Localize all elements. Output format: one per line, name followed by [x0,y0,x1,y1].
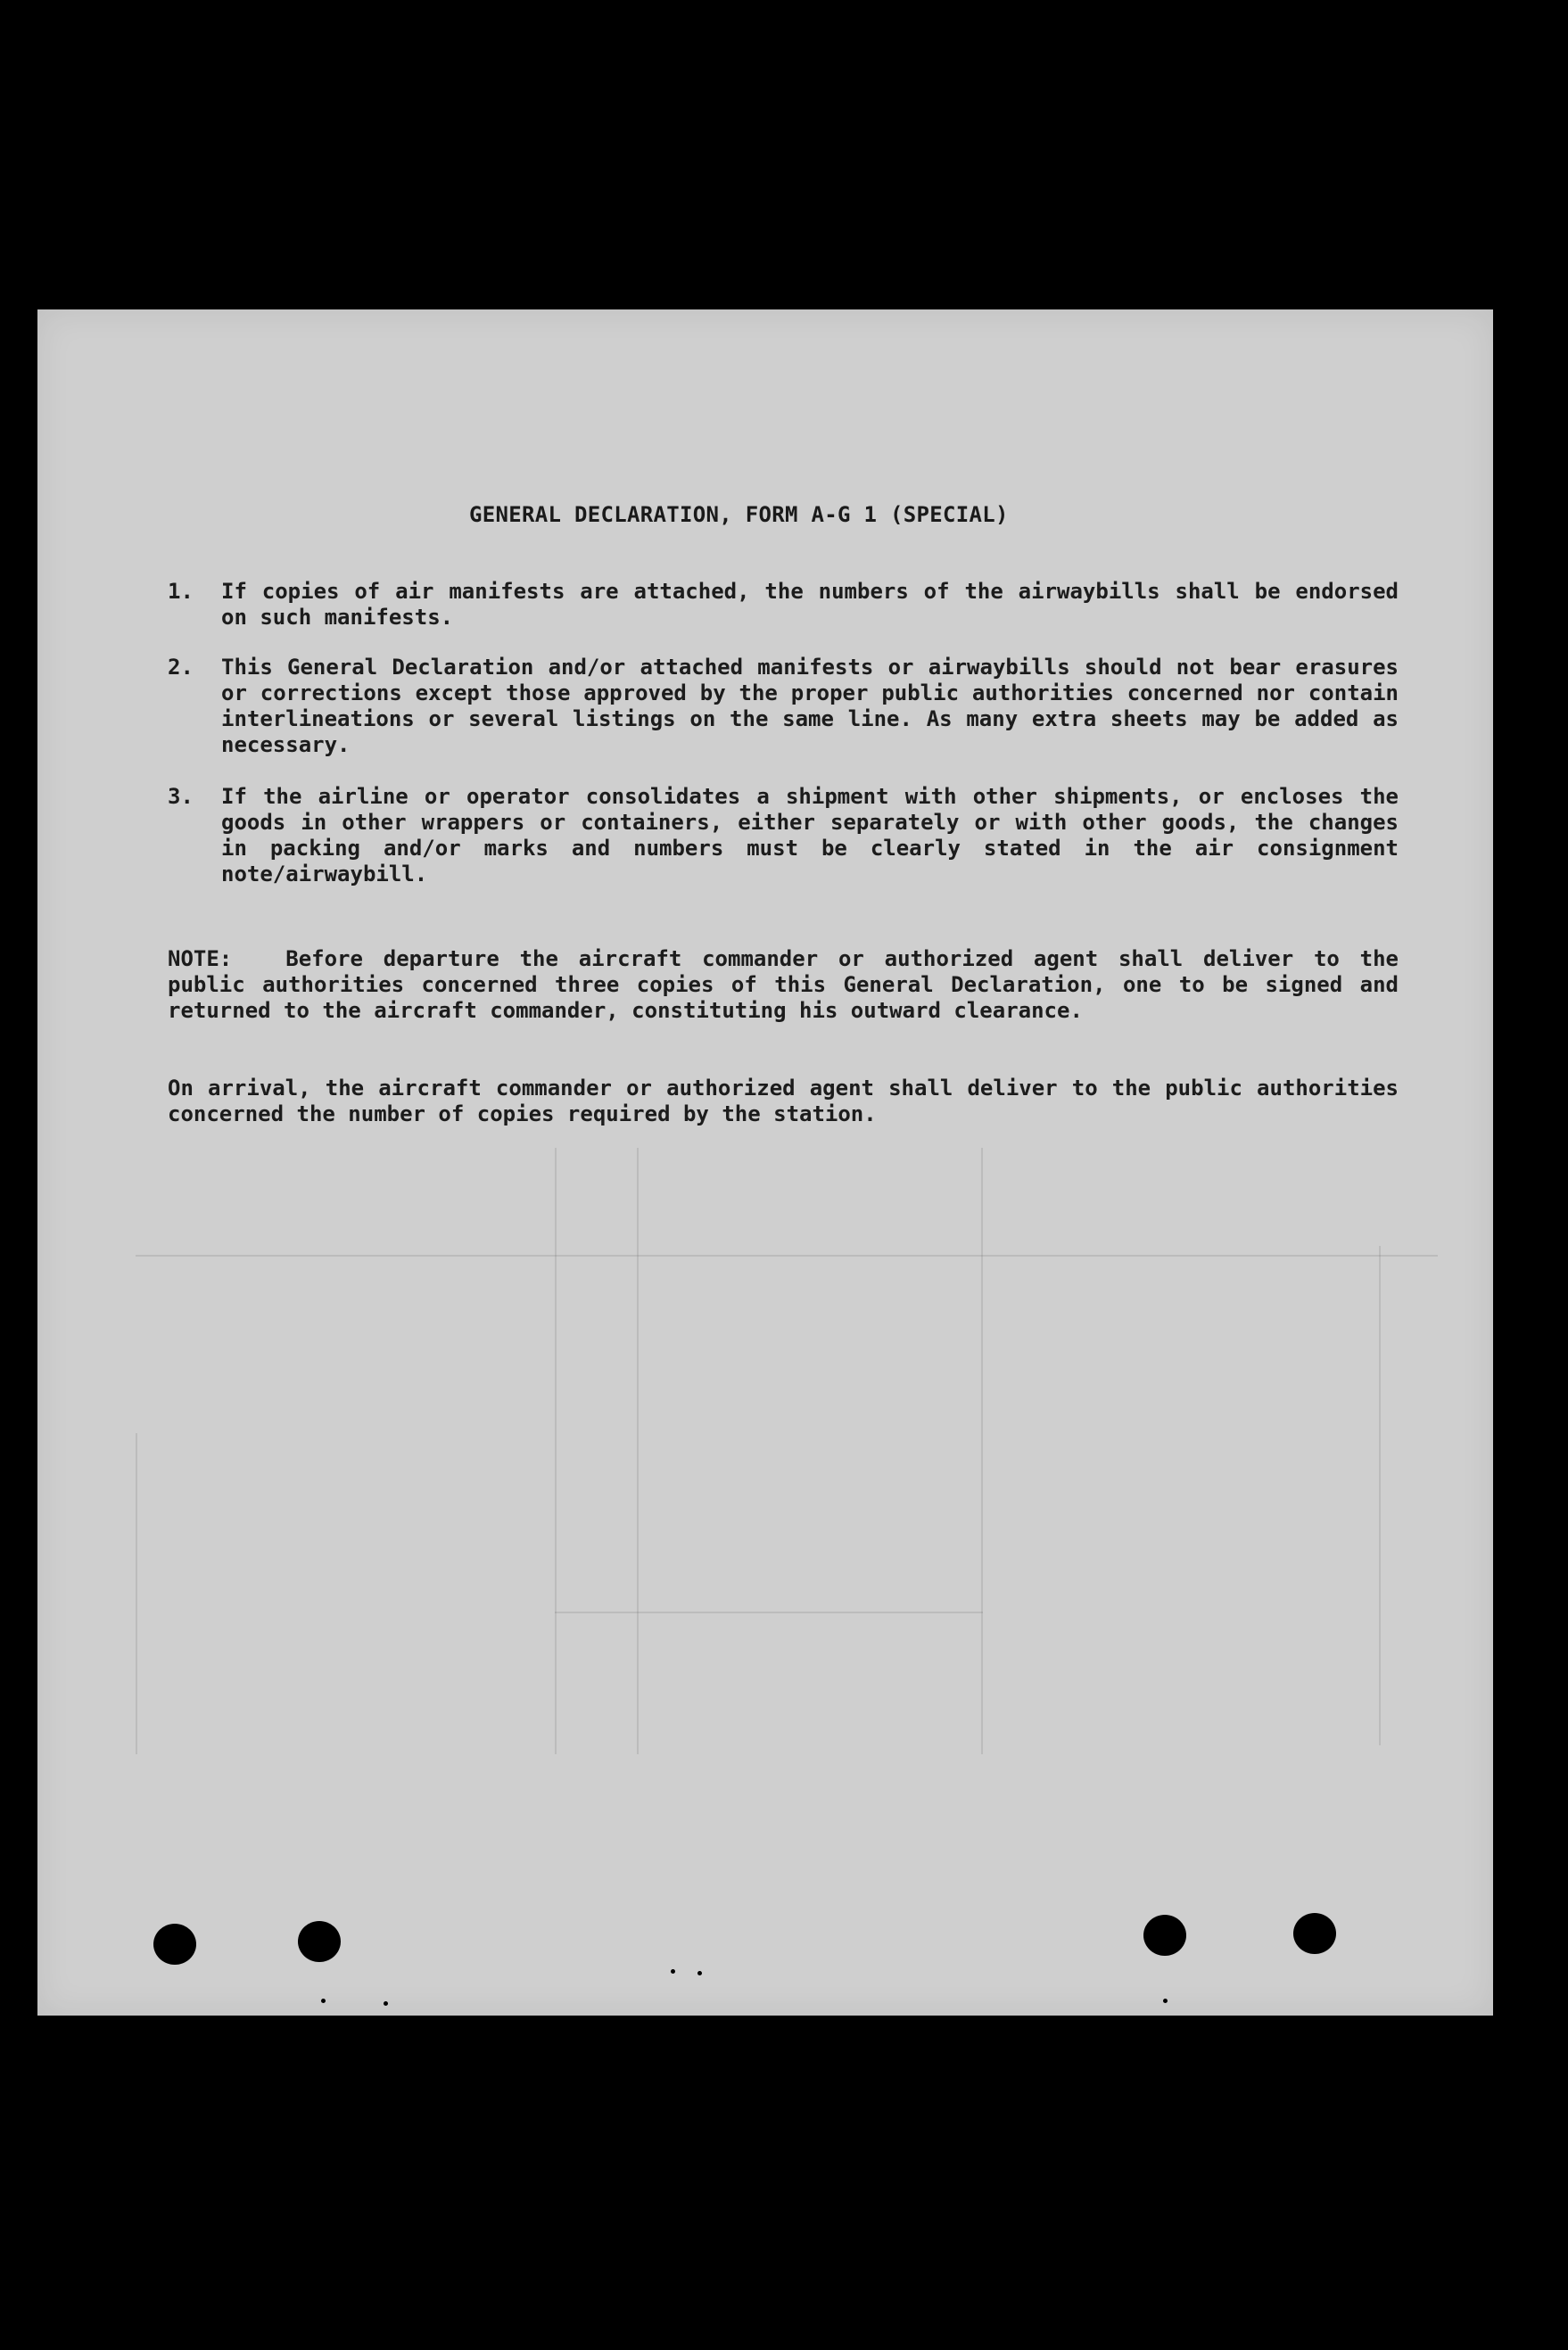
punch-hole [1143,1915,1186,1956]
bleed-through-line [555,1612,983,1613]
bleed-through-line [136,1255,1438,1257]
note-paragraph [168,946,1399,1024]
bleed-through-line [981,1148,983,1754]
punch-hole [298,1921,341,1962]
list-item [168,579,1399,632]
bleed-through-line [136,1433,137,1754]
arrival-paragraph: On arrival, the aircraft commander or authorized agent shall deliver to the public authorities concerned the number of copies required by the station. [168,1076,1399,1126]
item-text: If copies of air manifests are attached, the numbers of the airwaybills shall be endorsed on such manifests. [221,579,1399,630]
list-item [168,655,1399,760]
bleed-through-line [555,1148,557,1754]
note-label: NOTE: [168,946,233,971]
speck [671,1969,675,1974]
speck [1163,1999,1168,2003]
punch-hole [1293,1913,1336,1954]
speck [321,1999,326,2003]
speck [697,1971,702,1975]
punch-hole [153,1924,196,1965]
item-number: 3. [168,784,194,809]
speck [384,2001,388,2006]
item-number: 1. [168,579,194,604]
note-text: Before departure the aircraft commander or authorized agent shall deliver to the public authorities concerned three copies of this General Declaration, one to be signed and returned to the aircraft commander, constituting his outward clearance. [168,946,1399,1023]
document-title: GENERAL DECLARATION, FORM A-G 1 (SPECIAL) [469,502,1009,527]
bleed-through-line [1379,1246,1381,1745]
document-page [37,309,1493,2016]
list-item [168,784,1399,889]
item-text: This General Declaration and/or attached manifests or airwaybills should not bear erasures or corrections except those approved by the proper public authorities concerned nor contain interlineations or several listings on the same line. As many extra sheets may be added as necessary. [221,655,1399,757]
item-number: 2. [168,655,194,680]
item-text: If the airline or operator consolidates a shipment with other shipments, or encloses the goods in other wrappers or containers, either separately or with other goods, the changes in packing and/or marks and numbers must be clearly stated in the air consignment note/airwaybill. [221,784,1399,886]
bleed-through-line [637,1148,639,1754]
